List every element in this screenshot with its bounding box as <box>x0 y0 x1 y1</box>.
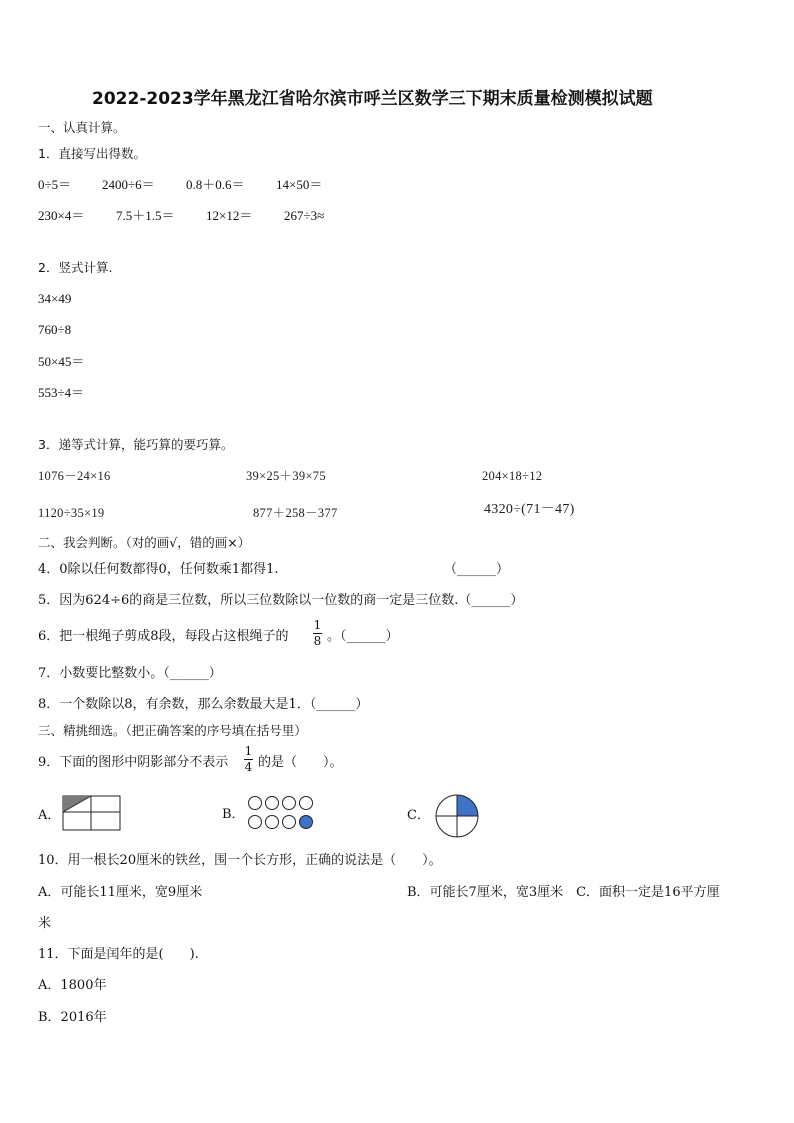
q1-item: 267÷3≈ <box>284 208 325 223</box>
q10-option-bc[interactable]: B．可能长7厘米，宽3厘米 C．面积一定是16平方厘 <box>407 885 720 900</box>
question-6 <box>38 629 289 645</box>
fraction-numerator: 1 <box>244 744 253 758</box>
section-heading-2: 二、我会判断。（对的画√，错的画×） <box>38 535 251 550</box>
q1-item: 0÷5＝ <box>38 177 72 192</box>
question-7: 7．小数要比整数小。（______） <box>38 666 222 681</box>
q1-item: 2400÷6＝ <box>102 177 155 192</box>
answer-blank[interactable]: （______） <box>444 562 510 577</box>
q3-item: 204×18÷12 <box>482 469 543 483</box>
q3-item: 1120÷35×19 <box>38 506 105 520</box>
q3-item: 4320÷(71－47) <box>484 502 575 517</box>
figure-c-circle <box>434 793 480 839</box>
q2-item: 760÷8 <box>38 322 72 337</box>
figure-b-circles <box>246 794 316 832</box>
fraction-denominator: 8 <box>313 634 322 648</box>
q10-option-c-wrap: 米 <box>38 916 52 931</box>
section-heading-3: 三、精挑细选。（把正确答案的序号填在括号里） <box>38 723 307 738</box>
question-9 <box>38 755 228 771</box>
fraction-one-quarter <box>244 745 253 774</box>
q3-item: 39×25＋39×75 <box>246 469 326 483</box>
q11-option-a[interactable]: A．1800年 <box>38 978 107 993</box>
question-3-label: 3．递等式计算，能巧算的要巧算。 <box>38 437 234 452</box>
q3-item: 1076－24×16 <box>38 469 111 483</box>
option-a-label[interactable]: A． <box>38 808 61 823</box>
fraction-one-eighth <box>313 619 322 648</box>
question-9-text: 9．下面的图形中阴影部分不表示 <box>38 755 229 770</box>
q1-item: 12×12＝ <box>206 208 253 223</box>
question-11: 11．下面是闰年的是( ). <box>38 947 199 962</box>
question-10: 10．用一根长20厘米的铁丝，围一个长方形，正确的说法是（ ）。 <box>38 853 442 868</box>
option-c-label[interactable]: C． <box>407 808 430 823</box>
q1-item: 230×4＝ <box>38 208 85 223</box>
question-2-label: 2．竖式计算. <box>38 260 113 275</box>
question-6-tail: 。（______） <box>327 629 399 644</box>
q2-item: 553÷4＝ <box>38 385 85 400</box>
q11-option-b[interactable]: B．2016年 <box>38 1010 107 1025</box>
q1-item: 7.5＋1.5＝ <box>116 208 175 223</box>
question-4: 4．0除以任何数都得0，任何数乘1都得1. <box>38 562 279 577</box>
q1-item: 14×50＝ <box>276 177 323 192</box>
fraction-numerator: 1 <box>313 618 322 632</box>
fraction-denominator: 4 <box>244 760 253 774</box>
question-8: 8．一个数除以8，有余数，那么余数最大是1．（______） <box>38 697 369 712</box>
question-6-text: 6．把一根绳子剪成8段，每段占这根绳子的 <box>38 629 289 644</box>
q2-item: 50×45＝ <box>38 354 85 369</box>
question-5: 5．因为624÷6的商是三位数，所以三位数除以一位数的商一定是三位数.（______） <box>38 593 524 608</box>
question-1-label: 1．直接写出得数。 <box>38 146 146 161</box>
q2-item: 34×49 <box>38 291 72 306</box>
q3-item: 877＋258－377 <box>253 506 338 520</box>
q1-item: 0.8＋0.6＝ <box>186 177 245 192</box>
q10-option-a[interactable]: A．可能长11厘米，宽9厘米 <box>38 885 203 900</box>
figure-a-rectangle <box>62 795 122 833</box>
page-title: 2022-2023学年黑龙江省哈尔滨市呼兰区数学三下期末质量检测模拟试题 <box>92 89 653 109</box>
option-b-label[interactable]: B． <box>222 807 245 822</box>
question-9-tail: 的是（ ）。 <box>258 755 343 770</box>
section-heading-1: 一、认真计算。 <box>38 120 126 135</box>
